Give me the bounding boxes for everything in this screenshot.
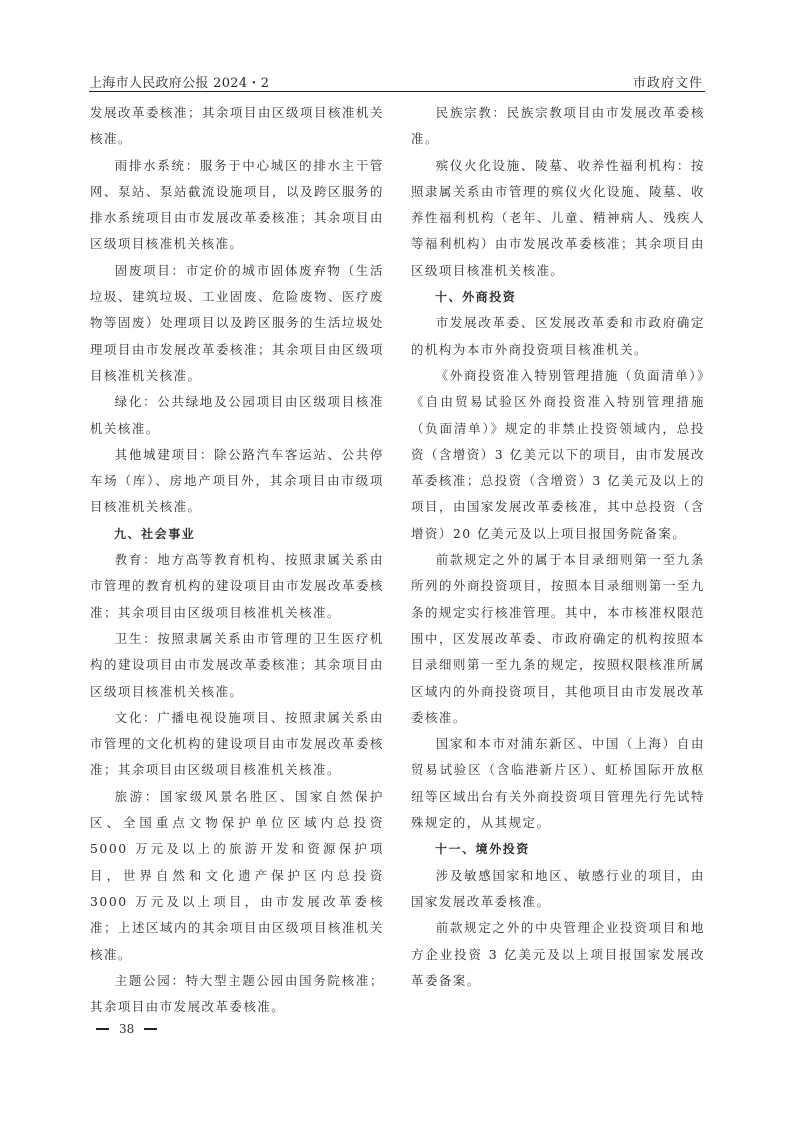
- paragraph: 发展改革委核准；其余项目由区级项目核准机关核准。: [90, 105, 384, 147]
- paragraph: 国家和本市对浦东新区、中国（上海）自由贸易试验区（含临港新片区）、虹桥国际开放枢纽等区域出台有关外商投资项目管理先行先试特殊规定的，从其规定。: [411, 736, 705, 831]
- section-heading: 九、社会事业: [114, 526, 196, 541]
- right-column: [411, 100, 705, 994]
- paragraph: 卫生：按照隶属关系由市管理的卫生医疗机构的建设项目由市发展改革委核准；其余项目由区级项目核准机关核准。: [90, 630, 384, 699]
- paragraph: 固废项目：市定价的城市固体废弃物（生活垃圾、建筑垃圾、工业固废、危险废物、医疗废物等固废）处理项目以及跨区服务的生活垃圾处理项目由市发展改革委核准；其余项目由区级项目核准机关核准。: [90, 262, 384, 383]
- paragraph: 民族宗教：民族宗教项目由市发展改革委核准。: [411, 105, 705, 147]
- dash-left: [96, 1028, 109, 1030]
- paragraph: 主题公园：特大型主题公园由国务院核准；其余项目由市发展改革委核准。: [90, 972, 384, 1015]
- section-heading: 十一、境外投资: [435, 842, 530, 857]
- left-column: [90, 100, 384, 1020]
- paragraph: 雨排水系统：服务于中心城区的排水主干管网、泵站、泵站截流设施项目，以及跨区服务的排水系统项目由市发展改革委核准；其余项目由区级项目核准机关核准。: [90, 157, 384, 252]
- page-footer: [96, 1022, 157, 1036]
- paragraph: 前款规定之外的属于本目录细则第一至九条所列的外商投资项目，按照本目录细则第一至九条的规定实行核准管理。其中，本市核准权限范围中，区发展改革委、市政府确定的机构按照本目录细则第一至九条的规定，按照权限核准所属区域内的外商投资项目，其他项目由市发展改革委核准。: [411, 552, 705, 725]
- paragraph: 殡仪火化设施、陵墓、收养性福利机构：按照隶属关系由市管理的殡仪火化设施、陵墓、收养性福利机构（老年、儿童、精神病人、残疾人等福利机构）由市发展改革委核准；其余项目由区级项目核准机关核准。: [411, 157, 705, 278]
- paragraph: 教育：地方高等教育机构、按照隶属关系由市管理的教育机构的建设项目由市发展改革委核准；其余项目由区级项目核准机关核准。: [90, 552, 384, 620]
- running-header: [89, 72, 705, 92]
- paragraph: 市发展改革委、区发展改革委和市政府确定的机构为本市外商投资项目核准机关。: [411, 315, 705, 357]
- page-number: 38: [119, 1022, 135, 1036]
- paragraph: 文化：广播电视设施项目、按照隶属关系由市管理的文化机构的建设项目由市发展改革委核准；其余项目由区级项目核准机关核准。: [90, 709, 384, 778]
- dash-right: [144, 1028, 157, 1030]
- paragraph: 涉及敏感国家和地区、敏感行业的项目，由国家发展改革委核准。: [411, 867, 705, 909]
- section-title: 市政府文件: [632, 76, 703, 91]
- paragraph: 前款规定之外的中央管理企业投资项目和地方企业投资 3 亿美元及以上项目报国家发展改革委备案。: [411, 920, 705, 988]
- publication-title: 上海市人民政府公报 2024・2: [89, 76, 270, 91]
- paragraph: 其他城建项目：除公路汽车客运站、公共停车场（库）、房地产项目外，其余项目由市级项目核准机关核准。: [90, 446, 384, 515]
- paragraph: 旅游：国家级风景名胜区、国家自然保护区、全国重点文物保护单位区域内总投资 5000 万元及以上的旅游开发和资源保护项目，世界自然和文化遗产保护区内总投资 3000 万元及以上项目，由市发展改革委核准；上述区域内的其余项目由区级项目核准机关核准。: [90, 788, 384, 962]
- paragraph: 绿化：公共绿地及公园项目由区级项目核准机关核准。: [90, 394, 384, 436]
- paragraph: 《外商投资准入特别管理措施（负面清单）》《自由贸易试验区外商投资准入特别管理措施（负面清单）》规定的非禁止投资领域内，总投资（含增资）3 亿美元以下的项目，由市发展改革委核准；总投资（含增资）3 亿美元及以上的项目，由国家发展改革委核准，其中总投资（含增资）20 亿美元及以上项目报国务院备案。: [411, 367, 705, 541]
- section-heading: 十、外商投资: [435, 290, 517, 305]
